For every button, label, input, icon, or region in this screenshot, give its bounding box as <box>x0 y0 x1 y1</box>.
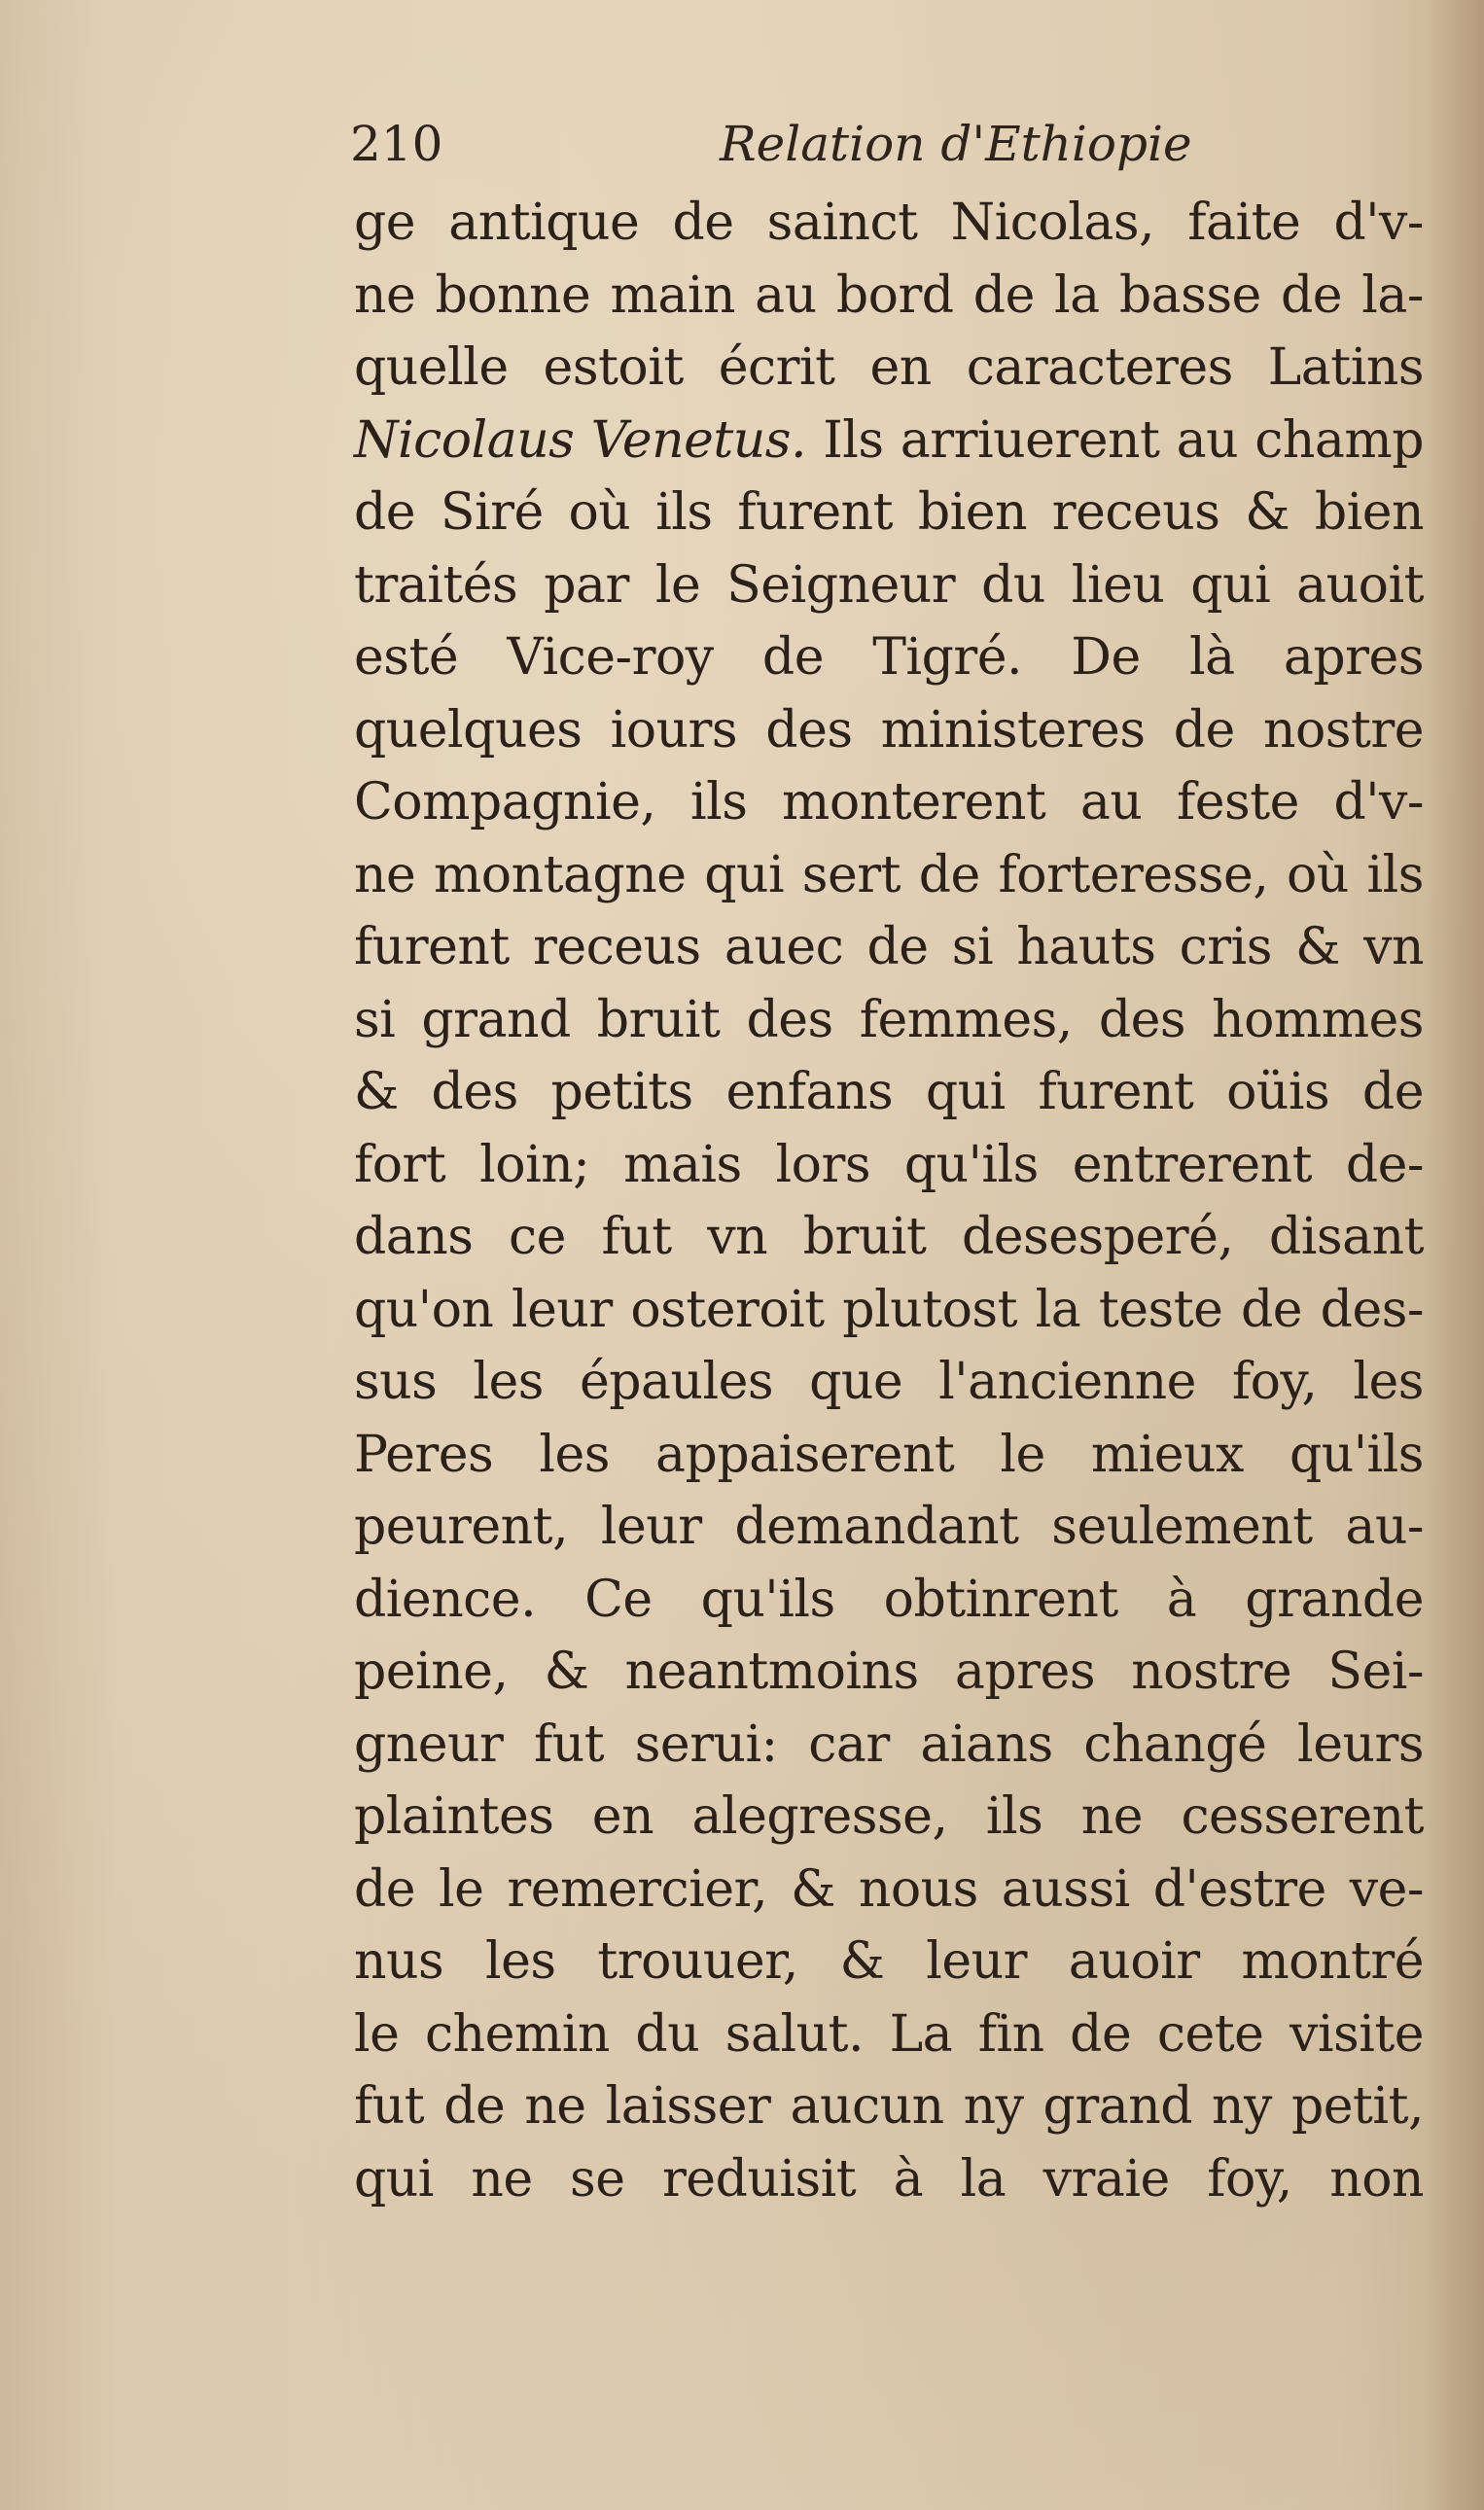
text-line: le chemin du salut. La fin de cete visite <box>354 2004 1424 2064</box>
text-line: peine, & neantmoins apres nostre Sei- <box>354 1643 1424 1701</box>
text-line: fort loin; mais lors qu'ils entrerent de- <box>354 1135 1424 1194</box>
body-text <box>354 187 1424 2215</box>
page-number: 210 <box>350 116 443 172</box>
text-line: quelle estoit écrit en caracteres Latins <box>354 338 1424 397</box>
text-line: si grand bruit des femmes, des hommes <box>354 990 1424 1049</box>
text-line: & des petits enfans qui furent oüis de <box>354 1063 1424 1121</box>
text-line: nus les trouuer, & leur auoir montré <box>354 1932 1424 1991</box>
page-header <box>350 115 1323 193</box>
text-line: fut de ne laisser aucun ny grand ny petit, <box>354 2077 1424 2136</box>
text-line: de Siré où ils furent bien receus & bien <box>354 483 1424 542</box>
italic-name: Nicolaus Venetus. <box>354 410 806 470</box>
text-line: de le remercier, & nous aussi d'estre ve- <box>354 1859 1424 1919</box>
text-line: Compagnie, ils monterent au feste d'v- <box>354 773 1424 831</box>
running-title: Relation d'Ethiopie <box>720 116 1192 172</box>
text-line: Peres les appaiserent le mieux qu'ils <box>354 1425 1424 1484</box>
text-line: esté Vice-roy de Tigré. De là apres <box>354 628 1424 687</box>
text-line: sus les épaules que l'ancienne foy, les <box>354 1353 1424 1411</box>
text-line: qu'on leur osteroit plutost la teste de des- <box>354 1280 1424 1339</box>
text-line: plaintes en alegresse, ils ne cesserent <box>354 1787 1424 1846</box>
text-line: quelques iours des ministeres de nostre <box>354 700 1424 760</box>
text-line: dans ce fut vn bruit desesperé, disant <box>354 1208 1424 1266</box>
text-line-rest: Ils arriuerent au champ <box>823 410 1424 470</box>
text-line: qui ne se reduisit à la vraie foy, non <box>354 2149 1424 2209</box>
text-line: traités par le Seigneur du lieu qui auoit <box>354 555 1424 615</box>
text-line: ne bonne main au bord de la basse de la- <box>354 265 1424 325</box>
text-line: furent receus auec de si hauts cris & vn <box>354 918 1424 976</box>
text-line: dience. Ce qu'ils obtinrent à grande <box>354 1570 1424 1629</box>
text-line: gneur fut serui: car aians changé leurs <box>354 1715 1424 1774</box>
page-gutter-shadow <box>1426 0 1484 2510</box>
text-line-with-italic <box>354 405 1424 477</box>
text-line: ne montagne qui sert de forteresse, où ils <box>354 845 1424 904</box>
text-line: ge antique de sainct Nicolas, faite d'v- <box>354 194 1424 252</box>
text-line: peurent, leur demandant seulement au- <box>354 1498 1424 1556</box>
